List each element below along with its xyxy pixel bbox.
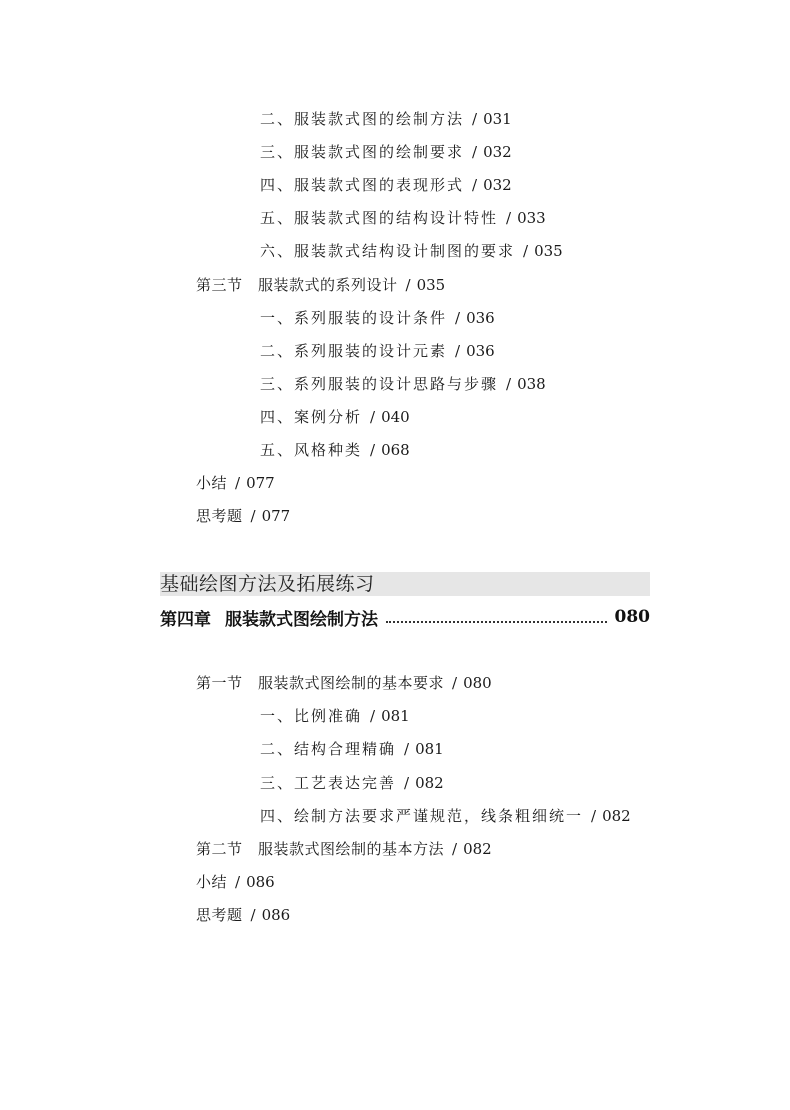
toc-entry[interactable] (260, 706, 410, 726)
part-heading: 基础绘图方法及拓展练习 (160, 572, 650, 596)
toc-entry-label: 四、服装款式图的表现形式 (260, 176, 465, 195)
toc-separator: / (405, 275, 411, 294)
toc-separator: / (472, 176, 478, 195)
toc-page-number: 080 (463, 674, 492, 692)
toc-entry[interactable] (260, 208, 546, 228)
toc-page-number: 035 (416, 275, 446, 294)
toc-entry[interactable] (196, 673, 492, 693)
toc-separator: / (523, 242, 529, 261)
toc-separator: / (235, 474, 241, 493)
toc-separator: / (370, 441, 376, 459)
toc-entry-label: 小结 (196, 873, 228, 892)
toc-entry-label: 五、服装款式图的结构设计特性 (260, 209, 499, 228)
toc-separator: / (452, 840, 458, 858)
toc-entry-label: 六、服装款式结构设计制图的要求 (260, 242, 516, 261)
toc-entry-label: 三、服装款式图的绘制要求 (260, 143, 465, 162)
toc-page-number: 031 (483, 110, 512, 128)
toc-separator: / (250, 906, 256, 925)
chapter-title: 服装款式图绘制方法 (225, 609, 378, 630)
toc-page-number: 086 (246, 873, 275, 892)
toc-entry[interactable] (196, 872, 275, 892)
toc-entry-label: 四、案例分析 (260, 407, 363, 426)
toc-entry-label: 一、比例准确 (260, 707, 363, 726)
toc-entry[interactable] (260, 374, 546, 394)
toc-entry[interactable] (196, 473, 275, 493)
toc-entry-label: 思考题 (196, 507, 243, 526)
toc-separator: / (455, 341, 461, 360)
toc-separator: / (404, 740, 410, 759)
chapter-entry[interactable] (160, 604, 650, 630)
toc-entry[interactable] (260, 109, 512, 129)
toc-separator: / (370, 707, 376, 726)
toc-page-number: 036 (466, 308, 495, 327)
toc-page-number: 082 (415, 773, 444, 792)
toc-page-number: 081 (381, 707, 410, 726)
toc-entry-label: 一、系列服装的设计条件 (260, 308, 448, 327)
toc-separator: / (506, 209, 512, 228)
toc-separator: / (370, 407, 376, 426)
toc-page-number: 068 (381, 441, 410, 459)
toc-page-number: 077 (261, 507, 291, 526)
toc-separator: / (472, 143, 478, 162)
toc-page-number: 077 (246, 474, 275, 493)
toc-entry[interactable] (196, 905, 290, 925)
leader-dots (386, 621, 607, 623)
toc-separator: / (404, 773, 410, 792)
toc-separator: / (250, 507, 256, 526)
toc-entry[interactable] (260, 407, 410, 427)
toc-page-number: 035 (534, 242, 563, 261)
toc-entry[interactable] (260, 773, 444, 793)
toc-separator: / (472, 110, 478, 128)
toc-entry[interactable] (260, 739, 444, 759)
toc-entry[interactable] (196, 275, 445, 295)
toc-page-number: 032 (483, 176, 512, 195)
toc-entry-label: 五、风格种类 (260, 441, 363, 459)
toc-entry-label: 二、系列服装的设计元素 (260, 341, 448, 360)
toc-separator: / (455, 308, 461, 327)
toc-entry-label: 三、工艺表达完善 (260, 773, 397, 792)
toc-page-number: 036 (466, 341, 495, 360)
toc-page-number: 033 (517, 209, 546, 228)
toc-entry[interactable] (260, 175, 512, 195)
toc-entry-label: 第三节 服装款式的系列设计 (196, 275, 398, 294)
toc-entry[interactable] (260, 341, 495, 361)
toc-entry[interactable] (196, 839, 492, 859)
chapter-number: 第四章 (160, 609, 211, 630)
toc-entry-label: 第一节 服装款式图绘制的基本要求 (196, 674, 445, 692)
toc-page-number: 086 (261, 906, 291, 925)
toc-page-number: 082 (602, 806, 631, 825)
toc-entry[interactable] (260, 806, 631, 826)
toc-entry[interactable] (260, 308, 495, 328)
toc-page-number: 038 (517, 374, 546, 393)
toc-page-number: 032 (483, 143, 512, 162)
toc-entry-label: 思考题 (196, 906, 243, 925)
toc-entry-label: 三、系列服装的设计思路与步骤 (260, 374, 499, 393)
toc-separator: / (452, 674, 458, 692)
toc-entry[interactable] (260, 142, 512, 162)
toc-entry-label: 二、服装款式图的绘制方法 (260, 110, 465, 128)
toc-separator: / (506, 374, 512, 393)
toc-entry-label: 四、绘制方法要求严谨规范，线条粗细统一 (260, 806, 584, 825)
toc-page-number: 081 (415, 740, 444, 759)
toc-entry-label: 二、结构合理精确 (260, 740, 397, 759)
toc-separator: / (235, 873, 241, 892)
toc-entry[interactable] (260, 241, 563, 261)
toc-entry-label: 第二节 服装款式图绘制的基本方法 (196, 840, 445, 858)
toc-separator: / (591, 806, 597, 825)
toc-entry-label: 小结 (196, 474, 228, 493)
chapter-page-number: 080 (614, 607, 650, 627)
toc-page-number: 082 (463, 840, 492, 858)
toc-entry[interactable] (260, 440, 410, 460)
toc-page-number: 040 (381, 407, 410, 426)
toc-entry[interactable] (196, 506, 290, 526)
